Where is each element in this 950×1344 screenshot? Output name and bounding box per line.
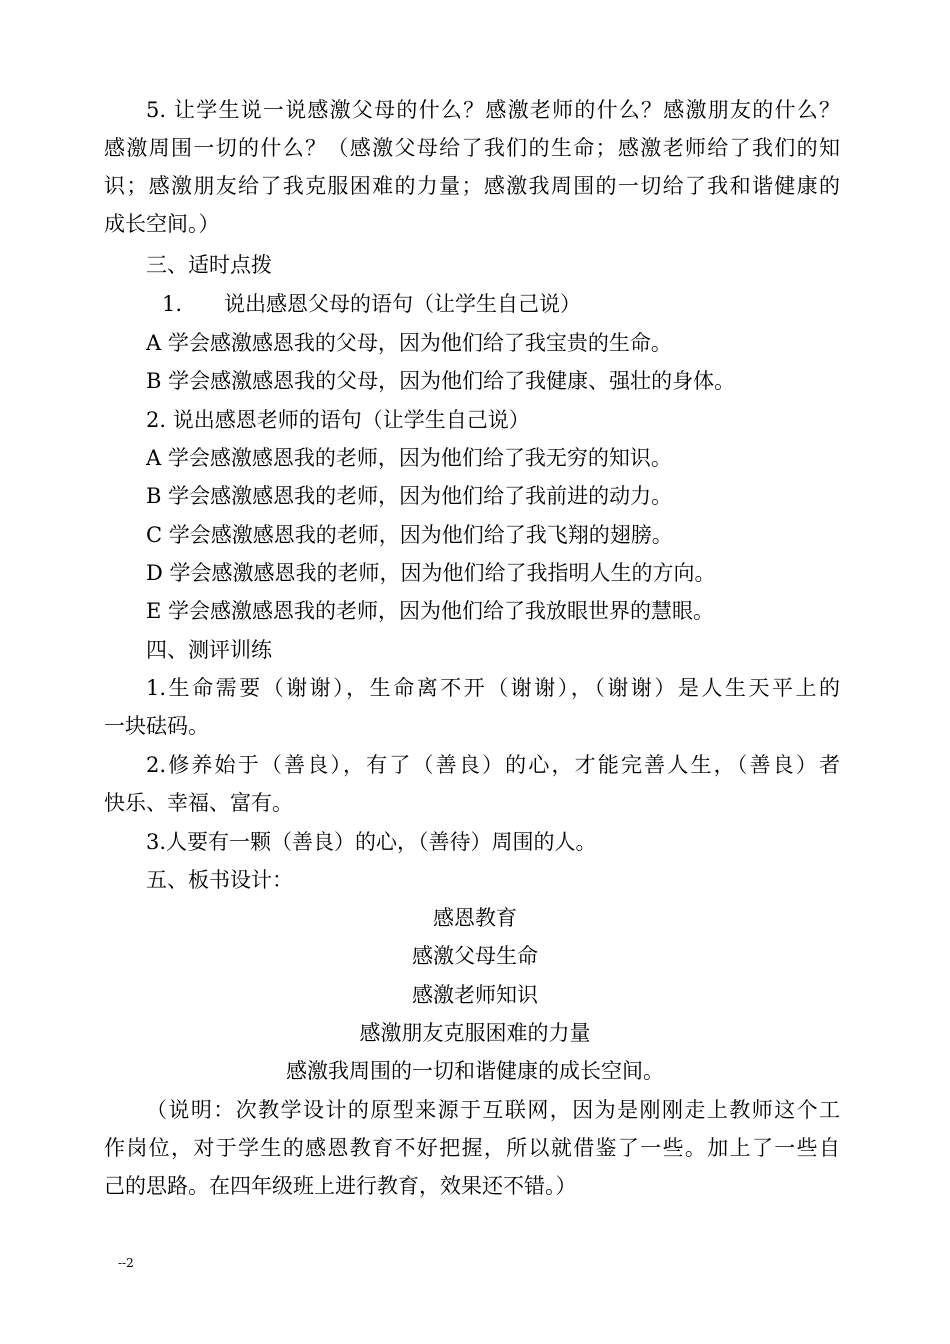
section-heading-4: 四、测评训练: [146, 638, 272, 662]
exercise-1-line-1: 1.生命需要（谢谢），生命离不开（谢谢），（谢谢）是人生天平上的: [146, 676, 840, 700]
parents-item-a: A 学会感激感恩我的父母，因为他们给了我宝贵的生命。: [146, 331, 672, 355]
page-number: --2: [118, 1256, 134, 1270]
teachers-item-a: A 学会感激感恩我的老师，因为他们给了我无穷的知识。: [146, 446, 672, 470]
note-line-2: 作岗位，对于学生的感恩教育不好把握，所以就借鉴了一些。加上了一些自: [104, 1136, 840, 1160]
paragraph-5-line-1: 5. 让学生说一说感激父母的什么？感激老师的什么？感激朋友的什么？: [146, 98, 840, 122]
exercise-2-line-1: 2.修养始于（善良），有了（善良）的心，才能完善人生，（善良）者: [146, 753, 840, 777]
teachers-item-c: C 学会感激感恩我的老师，因为他们给了我飞翔的翅膀。: [146, 523, 673, 547]
paragraph-5-line-2: 感激周围一切的什么？（感激父母给了我们的生命；感激老师给了我们的知: [104, 136, 840, 160]
section-heading-5: 五、板书设计：: [146, 868, 293, 892]
board-line-surroundings: 感激我周围的一切和谐健康的成长空间。: [286, 1059, 664, 1083]
teachers-item-e: E 学会感激感恩我的老师，因为他们给了我放眼世界的慧眼。: [146, 599, 715, 623]
board-title: 感恩教育: [433, 906, 517, 930]
subheading-teachers: 2. 说出感恩老师的语句（让学生自己说）: [146, 408, 530, 432]
exercise-2-line-2: 快乐、幸福、富有。: [104, 791, 293, 815]
teachers-item-d: D 学会感激感恩我的老师，因为他们给了我指明人生的方向。: [146, 561, 716, 585]
board-line-parents: 感激父母生命: [412, 944, 538, 968]
parents-item-b: B 学会感激感恩我的父母，因为他们给了我健康、强壮的身体。: [146, 369, 736, 393]
exercise-3: 3.人要有一颗（善良）的心，（善待）周围的人。: [146, 830, 597, 854]
board-line-teachers: 感激老师知识: [412, 983, 538, 1007]
teachers-item-b: B 学会感激感恩我的老师，因为他们给了我前进的动力。: [146, 484, 673, 508]
subheading-parents: 1. 说出感恩父母的语句（让学生自己说）: [162, 292, 582, 316]
paragraph-5-line-3: 识；感激朋友给了我克服困难的力量；感激我周围的一切给了我和谐健康的: [104, 174, 840, 198]
note-line-1: （说明：次教学设计的原型来源于互联网，因为是刚刚走上教师这个工: [146, 1098, 840, 1122]
exercise-1-line-2: 一块砝码。: [104, 714, 209, 738]
section-heading-3: 三、适时点拨: [146, 253, 272, 277]
paragraph-5-line-4: 成长空间。）: [104, 212, 220, 236]
board-line-friends: 感激朋友克服困难的力量: [359, 1021, 591, 1045]
note-line-3: 己的思路。在四年级班上进行教育，效果还不错。）: [104, 1174, 577, 1198]
